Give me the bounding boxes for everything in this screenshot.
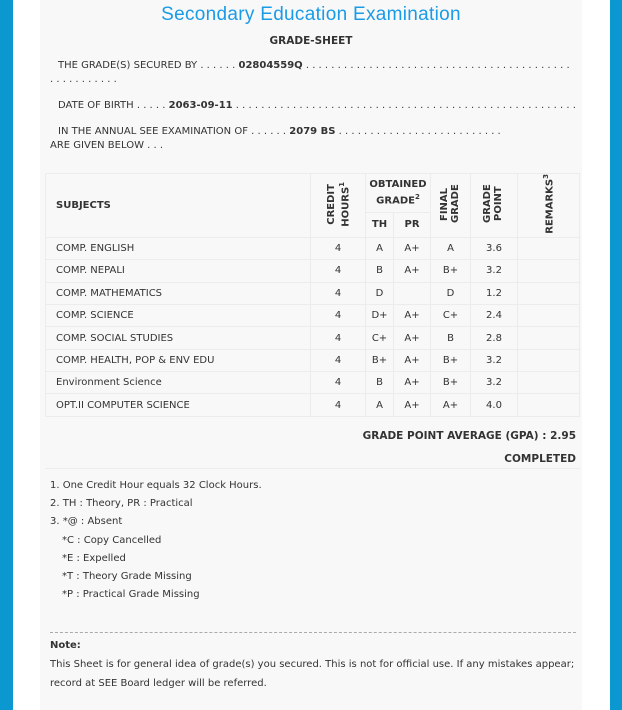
cell-remarks — [518, 349, 580, 371]
dob-line — [50, 99, 576, 113]
cell-subject: COMP. ENGLISH — [46, 237, 311, 259]
exam-line — [50, 125, 576, 153]
header-subjects: SUBJECTS — [46, 174, 311, 238]
cell-gp: 3.2 — [471, 349, 518, 371]
cell-final: A — [431, 237, 471, 259]
note-text: This Sheet is for general idea of grade(s) you secured. This is not for official use. If any mistakes appear; record at SEE Board ledger will be referred. — [50, 659, 575, 689]
header-final — [431, 174, 471, 238]
header-credit — [311, 174, 366, 238]
cell-final: B — [431, 327, 471, 349]
exam-year: 2079 BS — [289, 126, 336, 137]
gpa: GRADE POINT AVERAGE (GPA) : 2.95 — [362, 430, 576, 442]
sup: 1 — [338, 181, 346, 187]
cell-subject: COMP. HEALTH, POP & ENV EDU — [46, 349, 311, 371]
cell-th: A — [366, 237, 394, 259]
label: REMARKS — [544, 178, 556, 234]
table-row — [46, 349, 580, 371]
dashed-divider — [50, 632, 576, 633]
date-of-birth: 2063-09-11 — [168, 100, 233, 111]
sup: 2 — [414, 193, 420, 202]
header-obtained — [366, 174, 431, 213]
cell-pr: A+ — [394, 327, 431, 349]
divider — [45, 468, 580, 469]
cell-pr: A+ — [394, 394, 431, 416]
cell-final: C+ — [431, 304, 471, 326]
cell-gp: 3.6 — [471, 237, 518, 259]
cell-th: A — [366, 394, 394, 416]
grade-sheet — [40, 0, 582, 710]
dots: . . . . . . . . . . . . . . . . . . . . . . . . . . . . . . . . . . . . . . . . . . . . . . . . . . . . . — [50, 60, 570, 85]
label: OBTAINED GRADE — [369, 179, 427, 207]
cell-gp: 3.2 — [471, 260, 518, 282]
label: CREDIT HOURS — [326, 183, 352, 227]
cell-credit: 4 — [311, 372, 366, 394]
left-border — [0, 0, 13, 710]
footnote: 1. One Credit Hour equals 32 Clock Hours. — [50, 480, 262, 491]
page-subtitle: GRADE-SHEET — [269, 35, 353, 47]
result-status: COMPLETED — [504, 453, 576, 465]
cell-remarks — [518, 394, 580, 416]
grades-table — [45, 173, 580, 417]
cell-final: B+ — [431, 260, 471, 282]
cell-th: D+ — [366, 304, 394, 326]
cell-credit: 4 — [311, 304, 366, 326]
cell-remarks — [518, 237, 580, 259]
dots: . . . . . . . . . . . . . . . . . . . . . . . . . . — [338, 126, 501, 137]
table-row — [46, 327, 580, 349]
footnote: 2. TH : Theory, PR : Practical — [50, 498, 193, 510]
cell-pr: A+ — [394, 304, 431, 326]
cell-pr — [394, 282, 431, 304]
cell-pr: A+ — [394, 260, 431, 282]
table-row — [46, 394, 580, 416]
given-below: ARE GIVEN BELOW . . . — [50, 140, 164, 151]
footnote: *E : Expelled — [62, 552, 126, 564]
cell-credit: 4 — [311, 260, 366, 282]
cell-gp: 1.2 — [471, 282, 518, 304]
cell-subject: COMP. SCIENCE — [46, 304, 311, 326]
cell-th: B — [366, 260, 394, 282]
note-label: Note: — [50, 640, 81, 651]
cell-gp: 3.2 — [471, 372, 518, 394]
cell-th: D — [366, 282, 394, 304]
label: DATE OF BIRTH . . . . . — [58, 100, 166, 111]
table-row — [46, 237, 580, 259]
table-row — [46, 282, 580, 304]
cell-credit: 4 — [311, 237, 366, 259]
footnote: 3. *@ : Absent — [50, 516, 123, 528]
note — [50, 636, 576, 693]
right-border — [610, 0, 622, 710]
cell-gp: 2.4 — [471, 304, 518, 326]
footnote: *T : Theory Grade Missing — [62, 571, 192, 583]
table-row — [46, 304, 580, 326]
cell-final: B+ — [431, 372, 471, 394]
cell-final: D — [431, 282, 471, 304]
cell-pr: A+ — [394, 349, 431, 371]
cell-pr: A+ — [394, 372, 431, 394]
label: FINAL GRADE — [438, 184, 461, 223]
header-remarks — [518, 174, 580, 238]
header-th: TH — [366, 212, 394, 237]
cell-credit: 4 — [311, 282, 366, 304]
cell-th: B+ — [366, 349, 394, 371]
cell-subject: OPT.II COMPUTER SCIENCE — [46, 394, 311, 416]
cell-th: B — [366, 372, 394, 394]
header-pr: PR — [394, 212, 431, 237]
cell-th: C+ — [366, 327, 394, 349]
table-row — [46, 260, 580, 282]
cell-pr: A+ — [394, 237, 431, 259]
footnote: *P : Practical Grade Missing — [62, 589, 200, 601]
page-title: Secondary Education Examination — [161, 4, 461, 25]
footnote: *C : Copy Cancelled — [62, 534, 162, 546]
cell-gp: 4.0 — [471, 394, 518, 416]
cell-final: B+ — [431, 349, 471, 371]
cell-subject: COMP. SOCIAL STUDIES — [46, 327, 311, 349]
cell-subject: COMP. MATHEMATICS — [46, 282, 311, 304]
table-row — [46, 372, 580, 394]
cell-subject: Environment Science — [46, 372, 311, 394]
label: THE GRADE(S) SECURED BY . . . . . . — [58, 60, 236, 71]
cell-credit: 4 — [311, 327, 366, 349]
cell-remarks — [518, 372, 580, 394]
cell-remarks — [518, 260, 580, 282]
dots: . . . . . . . . . . . . . . . . . . . . . . . . . . . . . . . . . . . . . . . . . . . . . . . . . . . . . . — [235, 100, 576, 111]
sup: 3 — [542, 174, 551, 179]
cell-remarks — [518, 282, 580, 304]
header-gp — [471, 174, 518, 238]
secured-by-line — [50, 59, 576, 87]
symbol-number: 02804559Q — [238, 60, 303, 71]
cell-final: A+ — [431, 394, 471, 416]
cell-gp: 2.8 — [471, 327, 518, 349]
label: IN THE ANNUAL SEE EXAMINATION OF . . . . . . — [58, 126, 287, 137]
cell-subject: COMP. NEPALI — [46, 260, 311, 282]
cell-remarks — [518, 327, 580, 349]
cell-credit: 4 — [311, 349, 366, 371]
cell-remarks — [518, 304, 580, 326]
label: GRADE POINT — [482, 184, 504, 223]
cell-credit: 4 — [311, 394, 366, 416]
footnotes — [50, 477, 262, 604]
